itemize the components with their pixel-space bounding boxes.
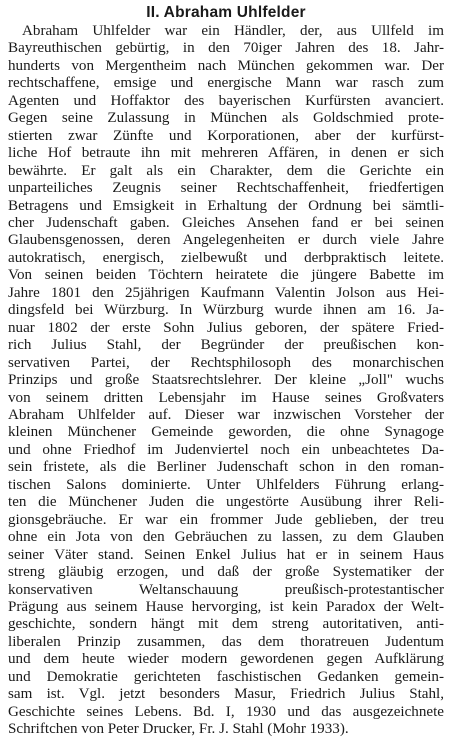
text-line: von seinem dritten Lebensjahr im Hause seines Großvaters [8,389,444,406]
text-line: nuar 1802 der erste Sohn Julius geboren, der spätere Fried- [8,319,444,336]
text-line: Glaubensgenossen, deren Angelegenheiten er durch viele Jahre [8,232,444,249]
text-line: liche Hof betraute ihn mit mehreren Affären, in denen er sich [8,145,444,162]
document-page [8,4,444,739]
text-line: Geschichte seines Lebens. Bd. I, 1930 und das ausgezeichnete [8,703,444,720]
text-line: Bayreuthischen gebürtig, in den 70iger Jahren des 18. Jahr- [8,40,444,57]
text-line: hunderts von Mergentheim nach München gekommen war. Der [8,57,444,74]
text-line: und dem heute wieder modern gewordenen gegen Aufklärung [8,651,444,668]
text-line: konservativen Weltanschauung preußisch-protestantischer [8,581,444,598]
text-line: unparteiliches Zeugnis seiner Rechtschaffenheit, friedfertigen [8,180,444,197]
text-line: autokratisch, energisch, zielbewußt und derbpraktisch leitete. [8,249,444,266]
section-title: II. Abraham Uhlfelder [146,4,306,21]
text-line: ohne ein Jota von den Gebräuchen zu lassen, zu dem Glauben [8,529,444,546]
text-line: Abraham Uhlfelder auf. Dieser war inzwischen Vorsteher der [8,406,444,423]
text-line: kleinen Münchener Gemeinde geworden, die ohne Synagoge [8,424,444,441]
text-line: ten die Münchener Juden die ungestörte Ausübung ihrer Reli- [8,494,444,511]
text-line: gionsgebräuche. Er war ein frommer Jude geblieben, der treu [8,511,444,528]
text-line: und ohne Friedhof im Judenviertel noch ein unbeachtetes Da- [8,441,444,458]
text-line: Abraham Uhlfelder war ein Händler, der, aus Ullfeld im [22,23,444,39]
body-text [8,23,444,739]
text-line: Prägung aus seinem Hause hervorging, ist kein Paradox der Welt- [8,598,444,615]
text-line: dingsfeld bei Würzburg. In Würzburg wurde ihnen am 16. Ja- [8,302,444,319]
text-line: tischen Salons dominierte. Unter Uhlfelders Führung erlang- [8,476,444,493]
text-line: Von seinen beiden Töchtern heiratete die jüngere Babette im [8,267,444,284]
text-line: Prinzips und große Staatsrechtslehrer. Der kleine „Joll" wuchs [8,372,444,389]
text-line: sam ist. Vgl. jetzt besonders Masur, Friedrich Julius Stahl, [8,686,444,703]
text-line: stierten zwar Zünfte und Korporationen, aber der kurfürst- [8,127,444,144]
text-line: sein fristete, als die Berliner Judenschaft schon in den roman- [8,459,444,476]
text-line: liberalen Prinzip zusammen, das dem thoratreuen Judentum [8,633,444,650]
text-line: cher Judenschaft gaben. Gleiches Ansehen fand er bei seinen [8,214,444,231]
text-line: Agenten und Hoffaktor des bayerischen Kurfürsten avanciert. [8,92,444,109]
text-line: seiner Väter stand. Seinen Enkel Julius hat er in seinem Haus [8,546,444,563]
text-line: Schriftchen von Peter Drucker, Fr. J. Stahl (Mohr 1933). [8,721,349,738]
text-line: streng gläubig erzogen, und daß der große Systematiker der [8,564,444,581]
text-line: geschichte, sondern hängt mit dem streng autoritativen, anti- [8,616,444,633]
text-line: Gegen seine Zulassung in München als Goldschmied prote- [8,110,444,127]
text-line: rich Julius Stahl, der Begründer der preußischen kon- [8,337,444,354]
text-line: und Demokratie gerichteten faschistischen Gedanken gemein- [8,668,444,685]
text-line: rechtschaffene, emsige und energische Mann war rasch zum [8,75,444,92]
text-line: bewährte. Er galt als ein Charakter, dem die Gerichte ein [8,162,444,179]
text-line: Betragens und Emsigkeit in Erhaltung der Ordnung bei sämtli- [8,197,444,214]
text-line: Jahre 1801 den 25jährigen Kaufmann Valentin Jolson aus Hei- [8,284,444,301]
text-line: servativen Partei, der Rechtsphilosoph des monarchischen [8,354,444,371]
